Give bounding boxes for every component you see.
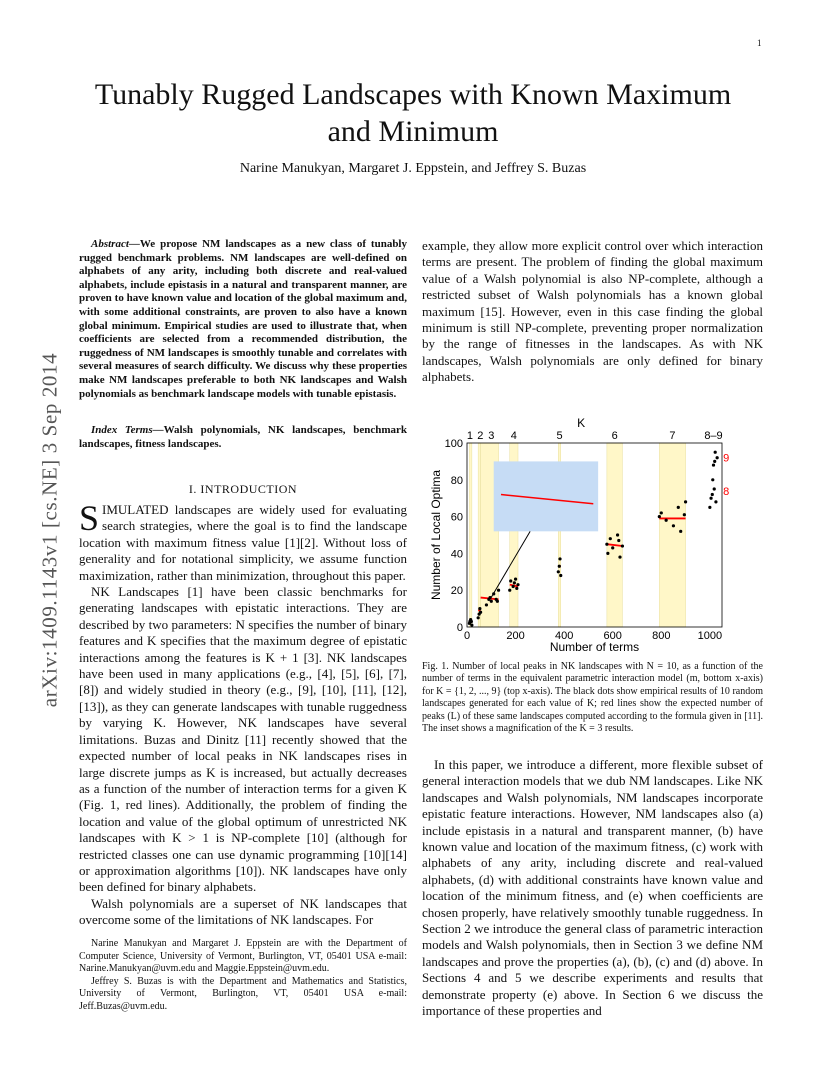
empirical-point bbox=[558, 565, 561, 568]
empirical-point bbox=[684, 500, 687, 503]
top-tick-label: 3 bbox=[488, 430, 495, 442]
top-tick-label: 7 bbox=[669, 430, 676, 442]
x-tick-label: 400 bbox=[554, 630, 574, 642]
empirical-point bbox=[516, 583, 519, 586]
footnotes bbox=[79, 938, 407, 1014]
top-tick-label: 4 bbox=[510, 430, 517, 442]
index-terms-label: Index Terms— bbox=[91, 424, 164, 436]
empirical-point bbox=[490, 600, 493, 603]
y-tick-label: 0 bbox=[456, 622, 463, 634]
abstract bbox=[79, 238, 407, 401]
empirical-point bbox=[712, 463, 715, 466]
empirical-point bbox=[683, 513, 686, 516]
empirical-point bbox=[711, 493, 714, 496]
empirical-point bbox=[514, 578, 517, 581]
x-tick-label: 800 bbox=[652, 630, 671, 642]
empirical-point bbox=[470, 620, 473, 623]
empirical-point bbox=[557, 570, 560, 573]
empirical-point bbox=[660, 511, 663, 514]
empirical-point bbox=[488, 596, 491, 599]
empirical-point bbox=[606, 552, 609, 555]
paper-title: Tunably Rugged Landscapes with Known Maximum and Minimum bbox=[94, 78, 732, 148]
empirical-point bbox=[609, 537, 612, 540]
y-axis-label: Number of Local Optima bbox=[429, 469, 443, 601]
y-tick-label: 60 bbox=[450, 511, 463, 524]
empirical-point bbox=[679, 530, 682, 533]
right-paragraph-1: example, they allow more explicit control over which interaction terms are present. The problem of finding the global maximum value of a Walsh polynomial is also NP-complete, although a restricted subset of Walsh polynomials has a known global maximum [15]. However, even in this case finding the global minimum is still NP-complete, preventing proper normalization by the range of fitnesses in the landscapes. As with NK landscapes, Walsh polynomials are only defined for binary alphabets. bbox=[422, 238, 763, 385]
figure-1-caption: Fig. 1. Number of local peaks in NK landscapes with N = 10, as a function of the number of terms in the equivalent parametric interaction model (m, bottom x-axis) for K = {1, 2, ..., 9} (top x-axis). The black dots show empirical results of 10 random landscapes generated for each value of K; red lines show the expected number of peaks (L) of these same landscapes computed according to the formula given in [11]. The inset shows a magnification of the K = 3 results. bbox=[422, 661, 763, 735]
inset-magnification bbox=[494, 461, 598, 531]
chart-plot-area bbox=[429, 416, 729, 654]
y-tick-label: 80 bbox=[450, 474, 463, 487]
top-tick-label: 2 bbox=[477, 430, 484, 442]
empirical-point bbox=[509, 579, 512, 582]
top-tick-label: 1 bbox=[466, 430, 473, 442]
page-number: 1 bbox=[757, 38, 762, 48]
empirical-point bbox=[711, 478, 714, 481]
k-annotation: 8 bbox=[723, 485, 730, 498]
y-tick-label: 20 bbox=[450, 585, 463, 598]
right-paragraph-2: In this paper, we introduce a different, more flexible subset of general interaction models that we dub NM landscapes. Like NK landscapes and Walsh polynomials, NM landscapes incorporate epistatic feature interactions. However, NM landscapes also (a) include epistasis in a natural and transparent manner, (b) have known value and location of the maximum fitness, (c) work with alphabets of any arity, including discrete and real-valued alphabets, (d) with additional constraints have known value and location of the minimum fitness, and (e) when coefficients are chosen properly, have relatively smoothly tunable ruggedness. In Section 2 we introduce the general class of parametric interaction models and Walsh polynomials, then in Section 3 we define NM landscapes and prove the properties (a), (b), (c) and (d) above. In Sections 4 and 5 we describe experiments and results that demonstrate property (e) above. In Section 6 we discuss the importance of these properties and bbox=[422, 757, 763, 1019]
x-tick-label: 600 bbox=[603, 630, 622, 642]
empirical-point bbox=[709, 497, 712, 500]
empirical-point bbox=[618, 555, 621, 558]
introduction-body bbox=[79, 498, 407, 929]
x-tick-label: 0 bbox=[463, 630, 471, 642]
intro-paragraph-1: SIMULATED landscapes are widely used for evaluating search strategies, where the goal is to find the landscape location with maximum fitness value [1][2]. Without loss of generality and for notational simplicity, we assume function maximization, rather than minimization, throughout this paper. bbox=[79, 498, 407, 583]
intro-paragraph-3: Walsh polynomials are a superset of NK landscapes that overcome some of the limitations of NK landscapes. For bbox=[79, 895, 407, 928]
empirical-point bbox=[558, 557, 561, 560]
top-tick-label: 8–9 bbox=[704, 430, 723, 442]
x-tick-label: 200 bbox=[506, 630, 525, 642]
empirical-point bbox=[713, 460, 716, 463]
empirical-point bbox=[665, 519, 668, 522]
footnote-affiliation-2: Jeffrey S. Buzas is with the Department and Mathematics and Statistics, University of Vermont, Burlington, VT, 05401 USA e-mail: Jeff.Buzas@uvm.edu. bbox=[79, 975, 407, 1012]
k-band-2 bbox=[478, 443, 480, 627]
empirical-point bbox=[714, 451, 717, 454]
empirical-point bbox=[658, 515, 661, 518]
top-tick-label: 5 bbox=[556, 430, 563, 442]
empirical-point bbox=[492, 592, 495, 595]
empirical-point bbox=[605, 543, 608, 546]
k-annotation: 9 bbox=[723, 452, 730, 465]
empirical-point bbox=[616, 533, 619, 536]
footnote-affiliation-1: Narine Manukyan and Margaret J. Eppstein are with the Department of Computer Science, University of Vermont, Burlington, VT, 05401 USA e-mail: Narine.Manukyan@uvm.edu and Maggie.Eppstein@uvm.edu. bbox=[79, 938, 407, 975]
empirical-point bbox=[496, 600, 499, 603]
empirical-point bbox=[508, 589, 511, 592]
arxiv-identifier bbox=[35, 300, 65, 760]
x-axis-label: Number of terms bbox=[549, 640, 640, 654]
y-tick-label: 40 bbox=[450, 548, 463, 561]
top-tick-label: 6 bbox=[611, 430, 618, 442]
y-tick-label: 100 bbox=[444, 438, 463, 450]
intro-paragraph-2: NK Landscapes [1] have been classic benchmarks for generating landscapes with epistatic interactions. They are described by two parameters: N specifies the number of binary features and K specifies that the maximum degree of epistatic interactions among the features is K + 1 [3]. NK landscapes have been used in many applications (e.g., [4], [5], [6], [7], [8]) and widely studied in theory (e.g., [9], [10], [11], [12], [13]), as they can generate landscapes with tunable ruggedness by varying K. However, NK landscapes have several limitations. Buzas and Dinitz [11] recently showed that the expected number of local peaks in NK landscapes rises in large discrete jumps as K is increased, but actually decreases as a function of the number of interaction terms for a given K (Fig. 1, red lines). Additionally, the problem of finding the location and value of the global optimum of unrestricted NK landscapes with K > 1 is NP-complete [10] (although for restricted classes one can use dynamic programming [10][14] or approximation algorithms [10]). NK landscapes have only been defined for binary alphabets. bbox=[79, 584, 407, 895]
x-tick-label: 1000 bbox=[697, 630, 723, 642]
empirical-point bbox=[485, 603, 488, 606]
section-heading-introduction: I. INTRODUCTION bbox=[188, 482, 298, 496]
empirical-point bbox=[677, 506, 680, 509]
abstract-label: Abstract— bbox=[91, 238, 140, 250]
empirical-point bbox=[479, 611, 482, 614]
empirical-point bbox=[470, 624, 473, 627]
index-terms-text: Walsh polynomials, NK landscapes, benchmark landscapes, fitness landscapes. bbox=[79, 424, 407, 450]
empirical-point bbox=[559, 574, 562, 577]
top-axis-label: K bbox=[577, 416, 586, 430]
empirical-point bbox=[478, 607, 481, 610]
k-band-6 bbox=[607, 443, 623, 627]
drop-cap: S bbox=[79, 498, 100, 538]
empirical-point bbox=[513, 581, 516, 584]
index-terms bbox=[79, 424, 407, 451]
paper-authors: Narine Manukyan, Margaret J. Eppstein, and Jeffrey S. Buzas bbox=[239, 161, 587, 176]
k-band-7 bbox=[659, 443, 685, 627]
arxiv-identifier-text: arXiv:1409.1143v1 [cs.NE] 3 Sep 2014 bbox=[37, 352, 62, 708]
abstract-text: We propose NM landscapes as a new class of tunably rugged benchmark problems. NM landscapes are well-defined on alphabets of any arity, including both discrete and real-valued alphabets, include epistasis in a natural and transparent manner, are proven to have known value and location of the global maximum and, with some additional constraints, are proven to also have a known global minimum. Empirical studies are used to illustrate that, when coefficients are selected from a recommended distribution, the ruggedness of NM landscapes is smoothly tunable and correlates with several measures of search difficulty. We discuss why these properties make NM landscapes preferable to both NK landscapes and Walsh polynomials as benchmark landscape models with tunable epistasis. bbox=[79, 238, 407, 400]
empirical-point bbox=[621, 544, 624, 547]
empirical-point bbox=[497, 589, 500, 592]
empirical-point bbox=[611, 546, 614, 549]
empirical-point bbox=[512, 585, 515, 588]
empirical-point bbox=[713, 487, 716, 490]
k-band-1 bbox=[469, 443, 471, 627]
figure-1-chart bbox=[422, 405, 762, 657]
empirical-point bbox=[672, 524, 675, 527]
empirical-point bbox=[477, 616, 480, 619]
empirical-point bbox=[716, 456, 719, 459]
empirical-point bbox=[617, 539, 620, 542]
empirical-point bbox=[708, 506, 711, 509]
empirical-point bbox=[515, 587, 518, 590]
empirical-point bbox=[714, 500, 717, 503]
